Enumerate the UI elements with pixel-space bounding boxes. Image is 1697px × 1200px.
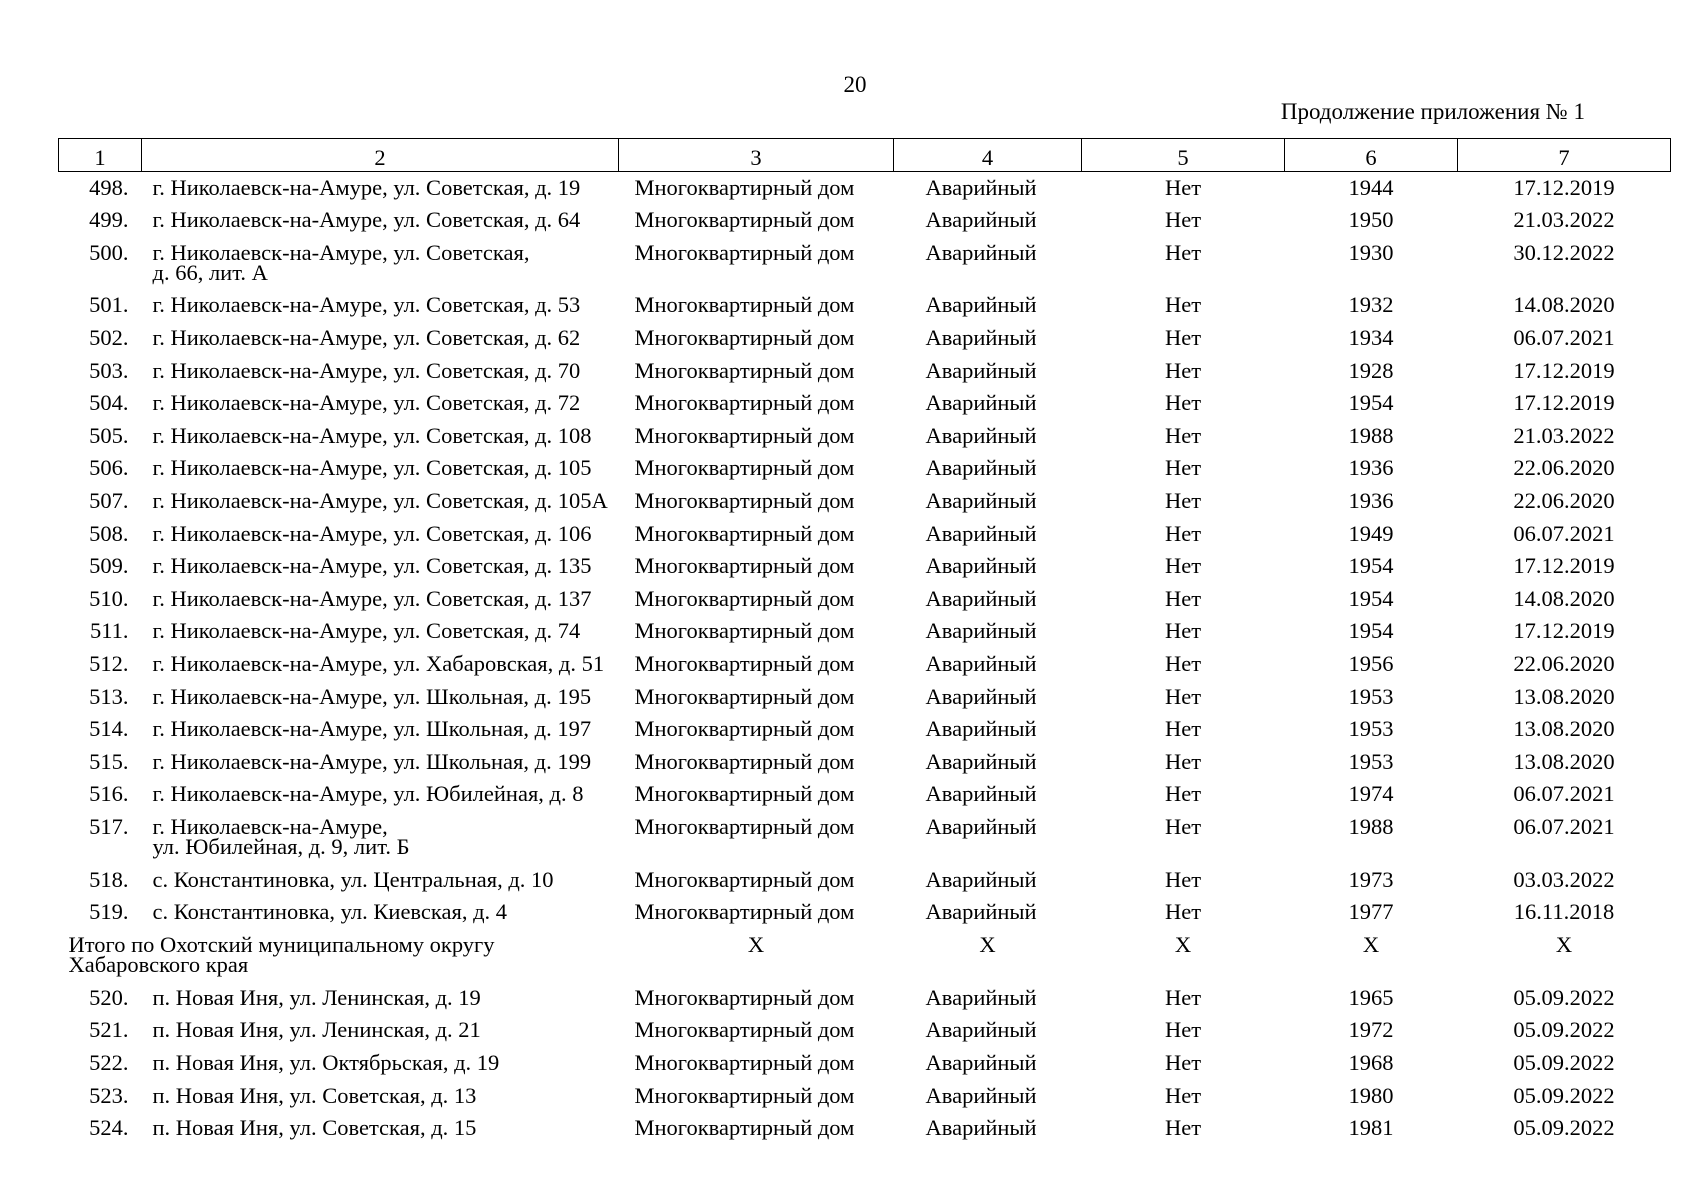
- subtotal-mark-cell: Х: [979, 931, 996, 957]
- address-cell: г. Николаевск-на-Амуре, ул. Юбилейная, д. 8: [152, 781, 584, 807]
- flag-cell: Нет: [1164, 520, 1202, 546]
- flag-cell: Нет: [1164, 651, 1202, 677]
- column-header-5: 5: [1082, 139, 1285, 172]
- building-type-cell: Многоквартирный дом: [634, 1115, 855, 1141]
- date-cell: 30.12.2022: [1513, 239, 1615, 265]
- date-cell: 22.06.2020: [1513, 455, 1615, 481]
- address-cell: г. Николаевск-на-Амуре, ул. Советская, д. 64: [152, 207, 581, 233]
- address-cell: п. Новая Иня, ул. Советская, д. 15: [152, 1115, 477, 1141]
- page-number: 20: [843, 72, 867, 97]
- subtotal-mark-cell: Х: [1555, 931, 1573, 957]
- table-row: [59, 1047, 1671, 1080]
- address-cell: г. Николаевск-на-Амуре, ул. Советская, д. 70: [152, 357, 581, 383]
- date-cell: 05.09.2022: [1513, 1049, 1615, 1075]
- row-number-cell: 498.: [89, 175, 129, 200]
- building-type-cell: Многоквартирный дом: [634, 1082, 855, 1108]
- column-header-3: 3: [619, 139, 894, 172]
- flag-cell: Нет: [1164, 455, 1202, 481]
- building-type-cell: Многоквартирный дом: [634, 899, 855, 925]
- flag-cell: Нет: [1164, 781, 1202, 807]
- date-cell: 13.08.2020: [1513, 683, 1615, 709]
- table-row: [59, 420, 1671, 453]
- date-cell: 14.08.2020: [1513, 292, 1615, 318]
- table-row: [59, 518, 1671, 551]
- condition-cell: Аварийный: [925, 683, 1037, 709]
- row-number-cell: 516.: [89, 781, 129, 807]
- table-row: [59, 583, 1671, 616]
- date-cell: 06.07.2021: [1513, 813, 1615, 839]
- condition-cell: Аварийный: [925, 748, 1037, 774]
- building-type-cell: Многоквартирный дом: [634, 984, 855, 1010]
- building-type-cell: Многоквартирный дом: [634, 781, 855, 807]
- flag-cell: Нет: [1164, 239, 1202, 265]
- year-cell: 1977: [1348, 899, 1394, 925]
- table-row: [59, 982, 1671, 1015]
- row-number-cell: 522.: [89, 1049, 129, 1075]
- address-cell: г. Николаевск-на-Амуре, ул. Советская, д. 19: [152, 175, 581, 200]
- date-cell: 05.09.2022: [1513, 984, 1615, 1010]
- condition-cell: Аварийный: [925, 422, 1037, 448]
- date-cell: 14.08.2020: [1513, 585, 1615, 611]
- row-number-cell: 499.: [89, 207, 129, 233]
- subtotal-label: Итого по Охотский муниципальному округу Хабаровского края: [68, 931, 495, 977]
- date-cell: 06.07.2021: [1513, 781, 1615, 807]
- building-type-cell: Многоквартирный дом: [634, 618, 855, 644]
- address-cell: г. Николаевск-на-Амуре, ул. Хабаровская, д. 51: [152, 651, 605, 677]
- table-row: [59, 648, 1671, 681]
- building-type-cell: Многоквартирный дом: [634, 716, 855, 742]
- row-number-cell: 524.: [89, 1115, 129, 1141]
- flag-cell: Нет: [1164, 175, 1202, 200]
- row-number-cell: 521.: [89, 1017, 129, 1043]
- flag-cell: Нет: [1164, 984, 1202, 1010]
- building-type-cell: Многоквартирный дом: [634, 553, 855, 579]
- date-cell: 03.03.2022: [1513, 866, 1615, 892]
- condition-cell: Аварийный: [925, 455, 1037, 481]
- row-number-cell: 519.: [89, 899, 129, 925]
- condition-cell: Аварийный: [925, 585, 1037, 611]
- building-type-cell: Многоквартирный дом: [634, 813, 855, 839]
- building-type-cell: Многоквартирный дом: [634, 866, 855, 892]
- flag-cell: Нет: [1164, 683, 1202, 709]
- address-cell: п. Новая Иня, ул. Ленинская, д. 19: [152, 984, 481, 1010]
- year-cell: 1965: [1348, 984, 1394, 1010]
- year-cell: 1954: [1348, 553, 1394, 579]
- row-number-cell: 502.: [89, 325, 129, 351]
- year-cell: 1981: [1348, 1115, 1394, 1141]
- table-row: [59, 1112, 1671, 1145]
- row-number-cell: 523.: [89, 1082, 129, 1108]
- table-row: [59, 204, 1671, 237]
- appendix-continuation-title: Продолжение приложения № 1: [1280, 99, 1585, 124]
- condition-cell: Аварийный: [925, 984, 1037, 1010]
- building-type-cell: Многоквартирный дом: [634, 651, 855, 677]
- building-type-cell: Многоквартирный дом: [634, 239, 855, 265]
- table-row: [59, 172, 1671, 205]
- housing-registry-table: [58, 138, 1671, 1145]
- condition-cell: Аварийный: [925, 1115, 1037, 1141]
- year-cell: 1988: [1348, 813, 1394, 839]
- condition-cell: Аварийный: [925, 357, 1037, 383]
- building-type-cell: Многоквартирный дом: [634, 357, 855, 383]
- year-cell: 1972: [1348, 1017, 1394, 1043]
- address-cell: г. Николаевск-на-Амуре, ул. Школьная, д. 195: [152, 683, 592, 709]
- year-cell: 1934: [1348, 325, 1394, 351]
- table-row: [59, 289, 1671, 322]
- row-number-cell: 500.: [89, 239, 129, 265]
- date-cell: 06.07.2021: [1513, 520, 1615, 546]
- address-cell: г. Николаевск-на-Амуре, ул. Советская, д. 105А: [152, 488, 608, 514]
- date-cell: 17.12.2019: [1513, 390, 1615, 416]
- condition-cell: Аварийный: [925, 1082, 1037, 1108]
- flag-cell: Нет: [1164, 422, 1202, 448]
- row-number-cell: 511.: [89, 618, 129, 644]
- table-row: [59, 746, 1671, 779]
- building-type-cell: Многоквартирный дом: [634, 520, 855, 546]
- row-number-cell: 518.: [89, 866, 129, 892]
- condition-cell: Аварийный: [925, 553, 1037, 579]
- table-row: [59, 550, 1671, 583]
- building-type-cell: Многоквартирный дом: [634, 455, 855, 481]
- address-cell: г. Николаевск-на-Амуре, ул. Школьная, д. 197: [152, 716, 592, 742]
- column-header-6: 6: [1285, 139, 1458, 172]
- address-cell: г. Николаевск-на-Амуре, ул. Юбилейная, д. 9, лит. Б: [152, 813, 410, 859]
- table-row: [59, 713, 1671, 746]
- building-type-cell: Многоквартирный дом: [634, 422, 855, 448]
- table-row: [59, 452, 1671, 485]
- year-cell: 1953: [1348, 748, 1394, 774]
- row-number-cell: 501.: [89, 292, 129, 318]
- building-type-cell: Многоквартирный дом: [634, 748, 855, 774]
- flag-cell: Нет: [1164, 585, 1202, 611]
- date-cell: 13.08.2020: [1513, 716, 1615, 742]
- condition-cell: Аварийный: [925, 781, 1037, 807]
- row-number-cell: 505.: [89, 422, 129, 448]
- address-cell: г. Николаевск-на-Амуре, ул. Советская, д. 72: [152, 390, 581, 416]
- building-type-cell: Многоквартирный дом: [634, 175, 855, 200]
- flag-cell: Нет: [1164, 488, 1202, 514]
- table-row: [59, 387, 1671, 420]
- address-cell: г. Николаевск-на-Амуре, ул. Советская, д. 108: [152, 422, 592, 448]
- condition-cell: Аварийный: [925, 651, 1037, 677]
- flag-cell: Нет: [1164, 716, 1202, 742]
- address-cell: п. Новая Иня, ул. Октябрьская, д. 19: [152, 1049, 500, 1075]
- row-number-cell: 507.: [89, 488, 129, 514]
- flag-cell: Нет: [1164, 553, 1202, 579]
- flag-cell: Нет: [1164, 325, 1202, 351]
- year-cell: 1954: [1348, 585, 1394, 611]
- address-cell: с. Константиновка, ул. Центральная, д. 10: [152, 866, 554, 892]
- row-number-cell: 504.: [89, 390, 129, 416]
- year-cell: 1954: [1348, 618, 1394, 644]
- building-type-cell: Многоквартирный дом: [634, 1017, 855, 1043]
- date-cell: 13.08.2020: [1513, 748, 1615, 774]
- table-row: [59, 681, 1671, 714]
- table-row: [59, 864, 1671, 897]
- condition-cell: Аварийный: [925, 325, 1037, 351]
- condition-cell: Аварийный: [925, 1017, 1037, 1043]
- condition-cell: Аварийный: [925, 175, 1037, 200]
- address-cell: п. Новая Иня, ул. Советская, д. 13: [152, 1082, 477, 1108]
- condition-cell: Аварийный: [925, 716, 1037, 742]
- date-cell: 21.03.2022: [1513, 207, 1615, 233]
- flag-cell: Нет: [1164, 1115, 1202, 1141]
- row-number-cell: 506.: [89, 455, 129, 481]
- flag-cell: Нет: [1164, 357, 1202, 383]
- address-cell: п. Новая Иня, ул. Ленинская, д. 21: [152, 1017, 481, 1043]
- subtotal-row: [59, 929, 1671, 982]
- table-row: [59, 1080, 1671, 1113]
- date-cell: 05.09.2022: [1513, 1082, 1615, 1108]
- building-type-cell: Многоквартирный дом: [634, 683, 855, 709]
- row-number-cell: 515.: [89, 748, 129, 774]
- flag-cell: Нет: [1164, 1082, 1202, 1108]
- address-cell: г. Николаевск-на-Амуре, ул. Советская, д. 106: [152, 520, 592, 546]
- condition-cell: Аварийный: [925, 1049, 1037, 1075]
- year-cell: 1949: [1348, 520, 1394, 546]
- table-body: [59, 172, 1671, 1145]
- address-cell: с. Константиновка, ул. Киевская, д. 4: [152, 899, 508, 925]
- table-row: [59, 485, 1671, 518]
- subtotal-mark-cell: Х: [1362, 931, 1380, 957]
- date-cell: 17.12.2019: [1513, 175, 1615, 200]
- row-number-cell: 514.: [89, 716, 129, 742]
- flag-cell: Нет: [1164, 618, 1202, 644]
- column-number-header-row: [59, 139, 1671, 172]
- year-cell: 1930: [1348, 239, 1394, 265]
- year-cell: 1968: [1348, 1049, 1394, 1075]
- year-cell: 1944: [1348, 175, 1394, 200]
- condition-cell: Аварийный: [925, 292, 1037, 318]
- table-row: [59, 1014, 1671, 1047]
- subtotal-mark-cell: Х: [1174, 931, 1192, 957]
- year-cell: 1936: [1348, 455, 1394, 481]
- row-number-cell: 508.: [89, 520, 129, 546]
- year-cell: 1980: [1348, 1082, 1394, 1108]
- address-cell: г. Николаевск-на-Амуре, ул. Советская, д. 62: [152, 325, 581, 351]
- building-type-cell: Многоквартирный дом: [634, 325, 855, 351]
- condition-cell: Аварийный: [925, 390, 1037, 416]
- flag-cell: Нет: [1164, 292, 1202, 318]
- date-cell: 22.06.2020: [1513, 488, 1615, 514]
- year-cell: 1954: [1348, 390, 1394, 416]
- address-cell: г. Николаевск-на-Амуре, ул. Школьная, д. 199: [152, 748, 592, 774]
- address-cell: г. Николаевск-на-Амуре, ул. Советская, д. 66, лит. А: [152, 239, 530, 285]
- address-cell: г. Николаевск-на-Амуре, ул. Советская, д. 137: [152, 585, 592, 611]
- table-row: [59, 811, 1671, 864]
- address-cell: г. Николаевск-на-Амуре, ул. Советская, д. 53: [152, 292, 581, 318]
- row-number-cell: 517.: [89, 813, 129, 839]
- column-header-2: 2: [142, 139, 619, 172]
- building-type-cell: Многоквартирный дом: [634, 585, 855, 611]
- address-cell: г. Николаевск-на-Амуре, ул. Советская, д. 74: [152, 618, 581, 644]
- year-cell: 1928: [1348, 357, 1394, 383]
- flag-cell: Нет: [1164, 748, 1202, 774]
- row-number-cell: 513.: [89, 683, 129, 709]
- condition-cell: Аварийный: [925, 866, 1037, 892]
- date-cell: 17.12.2019: [1513, 618, 1615, 644]
- row-number-cell: 509.: [89, 553, 129, 579]
- year-cell: 1953: [1348, 716, 1394, 742]
- table-row: [59, 615, 1671, 648]
- year-cell: 1974: [1348, 781, 1394, 807]
- condition-cell: Аварийный: [925, 520, 1037, 546]
- row-number-cell: 520.: [89, 984, 129, 1010]
- table-row: [59, 778, 1671, 811]
- flag-cell: Нет: [1164, 866, 1202, 892]
- date-cell: 05.09.2022: [1513, 1115, 1615, 1141]
- date-cell: 21.03.2022: [1513, 422, 1615, 448]
- table-row: [59, 322, 1671, 355]
- condition-cell: Аварийный: [925, 899, 1037, 925]
- row-number-cell: 510.: [89, 585, 129, 611]
- condition-cell: Аварийный: [925, 618, 1037, 644]
- building-type-cell: Многоквартирный дом: [634, 1049, 855, 1075]
- flag-cell: Нет: [1164, 1049, 1202, 1075]
- year-cell: 1932: [1348, 292, 1394, 318]
- year-cell: 1950: [1348, 207, 1394, 233]
- column-header-1: 1: [59, 139, 142, 172]
- date-cell: 17.12.2019: [1513, 553, 1615, 579]
- condition-cell: Аварийный: [925, 207, 1037, 233]
- flag-cell: Нет: [1164, 1017, 1202, 1043]
- building-type-cell: Многоквартирный дом: [634, 292, 855, 318]
- flag-cell: Нет: [1164, 813, 1202, 839]
- row-number-cell: 503.: [89, 357, 129, 383]
- flag-cell: Нет: [1164, 207, 1202, 233]
- building-type-cell: Многоквартирный дом: [634, 488, 855, 514]
- table-row: [59, 355, 1671, 388]
- condition-cell: Аварийный: [925, 239, 1037, 265]
- date-cell: 06.07.2021: [1513, 325, 1615, 351]
- column-header-7: 7: [1458, 139, 1671, 172]
- address-cell: г. Николаевск-на-Амуре, ул. Советская, д. 135: [152, 553, 592, 579]
- condition-cell: Аварийный: [925, 813, 1037, 839]
- building-type-cell: Многоквартирный дом: [634, 207, 855, 233]
- table-row: [59, 896, 1671, 929]
- date-cell: 22.06.2020: [1513, 651, 1615, 677]
- column-header-4: 4: [894, 139, 1082, 172]
- year-cell: 1936: [1348, 488, 1394, 514]
- table-row: [59, 237, 1671, 290]
- year-cell: 1956: [1348, 651, 1394, 677]
- row-number-cell: 512.: [89, 651, 129, 677]
- year-cell: 1973: [1348, 866, 1394, 892]
- date-cell: 16.11.2018: [1513, 899, 1615, 925]
- date-cell: 17.12.2019: [1513, 357, 1615, 383]
- flag-cell: Нет: [1164, 899, 1202, 925]
- address-cell: г. Николаевск-на-Амуре, ул. Советская, д. 105: [152, 455, 592, 481]
- date-cell: 05.09.2022: [1513, 1017, 1615, 1043]
- year-cell: 1953: [1348, 683, 1394, 709]
- condition-cell: Аварийный: [925, 488, 1037, 514]
- year-cell: 1988: [1348, 422, 1394, 448]
- subtotal-mark-cell: Х: [747, 931, 765, 957]
- building-type-cell: Многоквартирный дом: [634, 390, 855, 416]
- flag-cell: Нет: [1164, 390, 1202, 416]
